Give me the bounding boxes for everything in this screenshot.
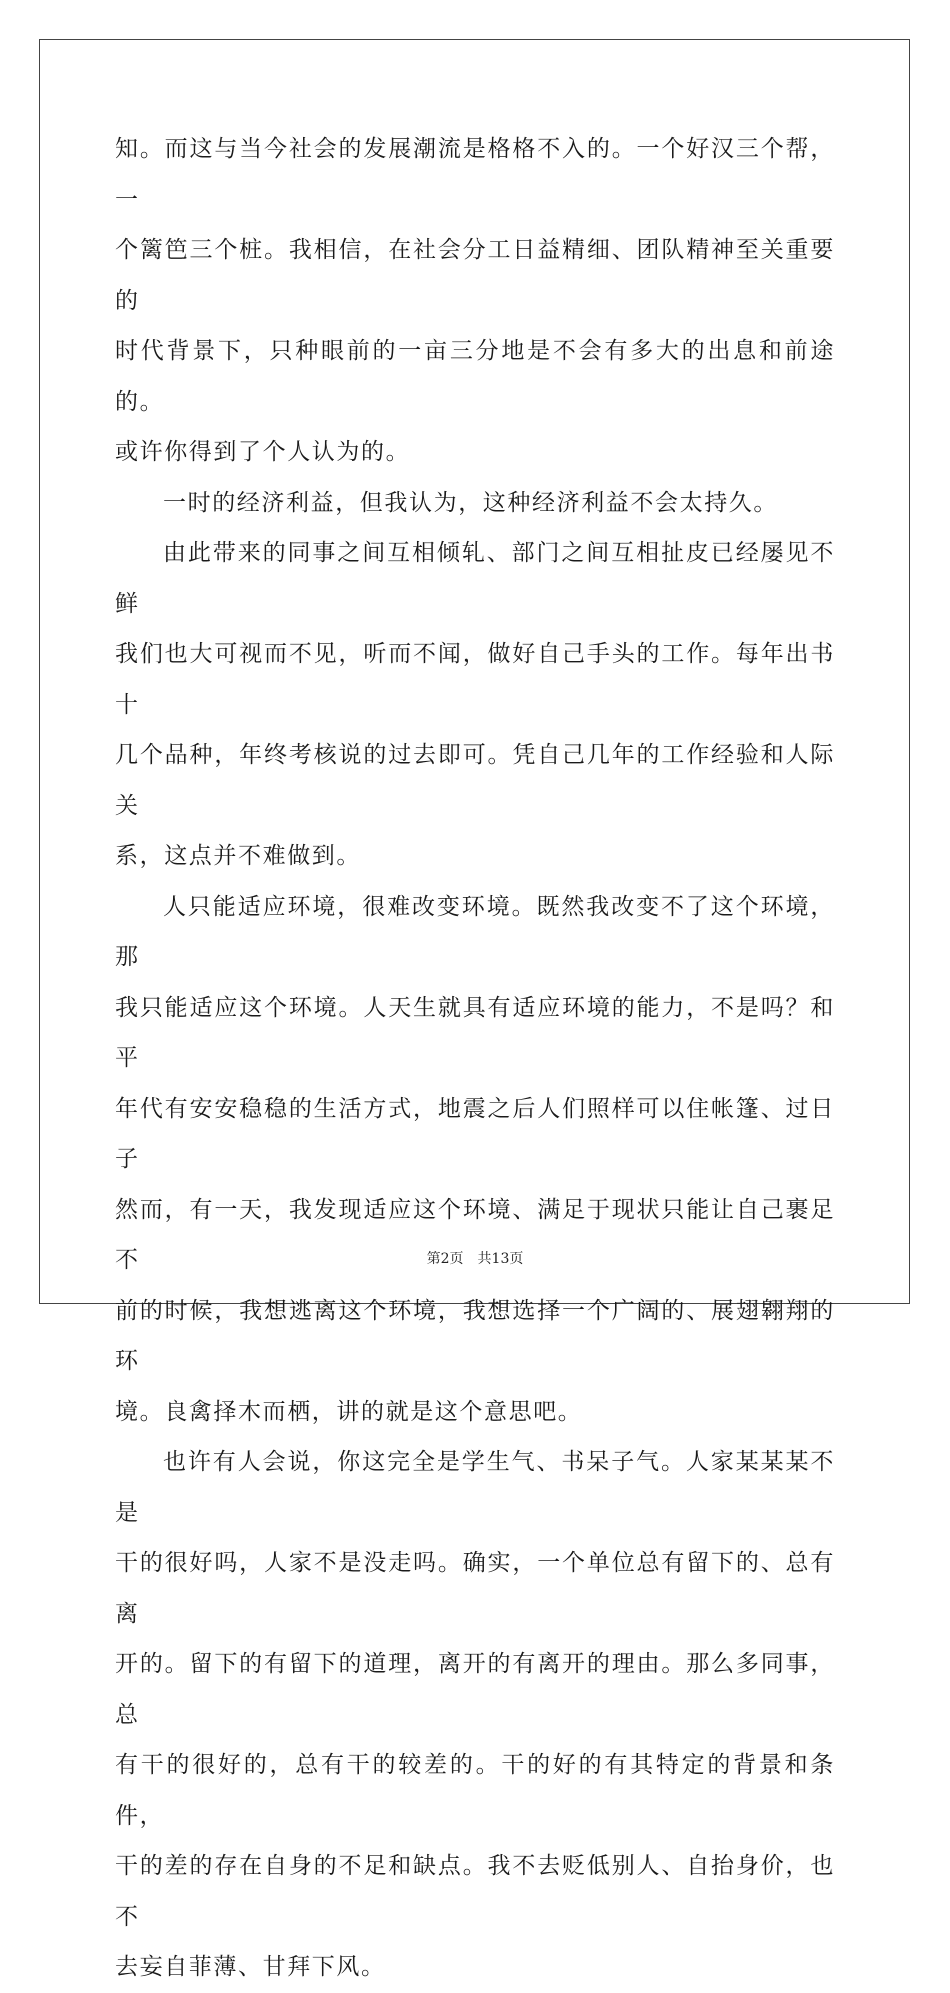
paragraph: 由此带来的同事之间互相倾轧、部门之间互相扯皮已经屡见不鲜 我们也大可视而不见，听而不闻，做好自己手头的工作。每年出书十 几个品种，年终考核说的过去即可。凭自己几年的工作经验和人际关 系，这点并不难做到。	[115, 540, 835, 869]
page-number: 第2页	[426, 1251, 464, 1267]
page-footer	[0, 1248, 950, 1268]
paragraph: 知。而这与当今社会的发展潮流是格格不入的。一个好汉三个帮，一 个篱笆三个桩。我相信，在社会分工日益精细、团队精神至关重要的 时代背景下，只种眼前的一亩三分地是不会有多大的出息和前途的。 或许你得到了个人认为的。	[115, 136, 835, 465]
page-total: 共13页	[477, 1251, 524, 1267]
paragraph: 人只能适应环境，很难改变环境。既然我改变不了这个环境，那 我只能适应这个环境。人天生就具有适应环境的能力，不是吗？和平 年代有安安稳稳的生活方式，地震之后人们照样可以住帐篷、过日子 然而，有一天，我发现适应这个环境、满足于现状只能让自己裹足不 前的时候，我想逃离这个环境，我想选择一个广阔的、展翅翱翔的环 境。良禽择木而栖，讲的就是这个意思吧。	[115, 893, 835, 1425]
paragraph: 一时的经济利益，但我认为，这种经济利益不会太持久。	[163, 489, 778, 516]
paragraph: 也许有人会说，你这完全是学生气、书呆子气。人家某某某不是 干的很好吗，人家不是没走吗。确实，一个单位总有留下的、总有离 开的。留下的有留下的道理，离开的有离开的理由。那么多同事，总 有干的很好的，总有干的较差的。干的好的有其特定的背景和条件， 干的差的存在自身的不足和缺点。我不去贬低别人、自抬身价，也不 去妄自菲薄、甘拜下风。	[115, 1449, 835, 1980]
document-body	[115, 124, 835, 1993]
